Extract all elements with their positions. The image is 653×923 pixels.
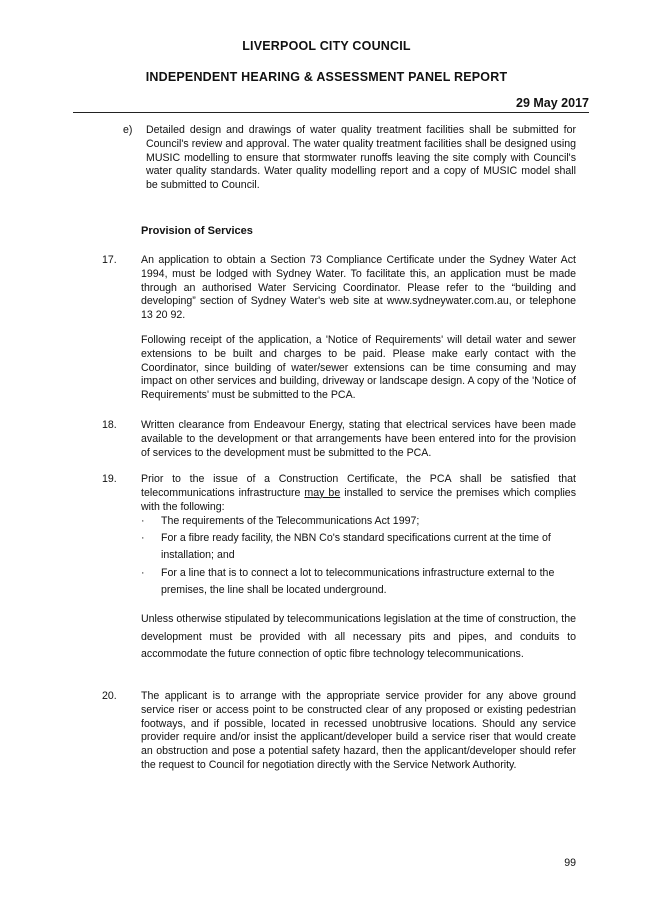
condition-17-paragraph-2: Following receipt of the application, a 'Notice of Requirements' will detail water and sewer extensions to be built and charges to be paid. Please make early contact with the Coordinator, since building of water/sewer extensions can be time consuming and may impact on other services and building, driveway or landscape design. A copy of the 'Notice of Requirements' must be submitted to the PCA. [141, 334, 576, 402]
item-e-label: e) [123, 124, 133, 136]
condition-19-underlined: may be [304, 486, 341, 499]
item-e-text: Detailed design and drawings of water quality treatment facilities shall be submitted for Council's review and approval. The water quality treatment facilities shall be designed using MUSIC modelling to ensure that stormwater runoffs leaving the site comply with Council's water quality standards. Water quality modelling report and a copy of MUSIC model shall be submitted to Council. [146, 124, 576, 192]
bullet-icon: · [141, 532, 145, 545]
list-item [141, 513, 576, 530]
bullet-text: For a line that is to connect a lot to telecommunications infrastructure external to the premises, the line shall be located underground. [161, 566, 555, 596]
condition-19-text-before: Prior to the issue of a Construction Certificate, the PCA shall be satisfied that telecommunications infrastructure [141, 473, 576, 499]
condition-19-text [141, 473, 576, 514]
header-rule [73, 112, 589, 113]
condition-19-text-after: installed to service the premises which complies with the following: [141, 486, 576, 513]
section-heading: Provision of Services [141, 225, 253, 237]
bullet-icon: · [141, 515, 145, 527]
bullet-icon: · [141, 566, 145, 579]
report-date: 29 May 2017 [516, 96, 589, 110]
list-item [141, 565, 576, 599]
condition-17-paragraph-1: An application to obtain a Section 73 Compliance Certificate under the Sydney Water Act 1994, must be lodged with Sydney Water. To facilitate this, an application must be made through an authorised Water Servicing Coordinator. Please refer to the “building and developing” section of Sydney Water's web site at www.sydneywater.com.au, or telephone 13 20 92. [141, 254, 576, 322]
condition-19-paragraph-2: Unless otherwise stipulated by telecommunications legislation at the time of construction, the development must be provided with all necessary pits and pipes, and conduits to accommodate the future connection of optic fibre technology telecommunications. [141, 613, 576, 661]
condition-item-e [123, 124, 576, 193]
condition-17-number: 17. [102, 254, 117, 266]
council-name: LIVERPOOL CITY COUNCIL [242, 39, 411, 53]
report-title: INDEPENDENT HEARING & ASSESSMENT PANEL REPORT [145, 70, 508, 84]
condition-18-text: Written clearance from Endeavour Energy, stating that electrical services have been made available to the development or that arrangements have been entered into for the provision of services to the development must be submitted to the PCA. [141, 419, 576, 459]
page-number: 99 [564, 857, 576, 869]
bullet-text: The requirements of the Telecommunications Act 1997; [161, 515, 420, 527]
condition-19-number: 19. [102, 473, 117, 485]
condition-18-number: 18. [102, 419, 117, 431]
condition-20-text: The applicant is to arrange with the appropriate service provider for any above ground service riser or access point to be constructed clear of any proposed or existing pedestrian footways, and if possible, located in recessed unobtrusive locations. Should any service provider require and/or insist the applicant/developer build a service riser that would create an obstruction and pose a potential safety hazard, then the applicant/developer should refer the request to Council for negotiation directly with the Service Network Authority. [141, 690, 576, 771]
list-item [141, 530, 576, 564]
condition-19-bullet-list [141, 513, 576, 599]
bullet-text: For a fibre ready facility, the NBN Co's standard specifications current at the time of installation; and [161, 532, 551, 562]
condition-20-number: 20. [102, 690, 117, 702]
